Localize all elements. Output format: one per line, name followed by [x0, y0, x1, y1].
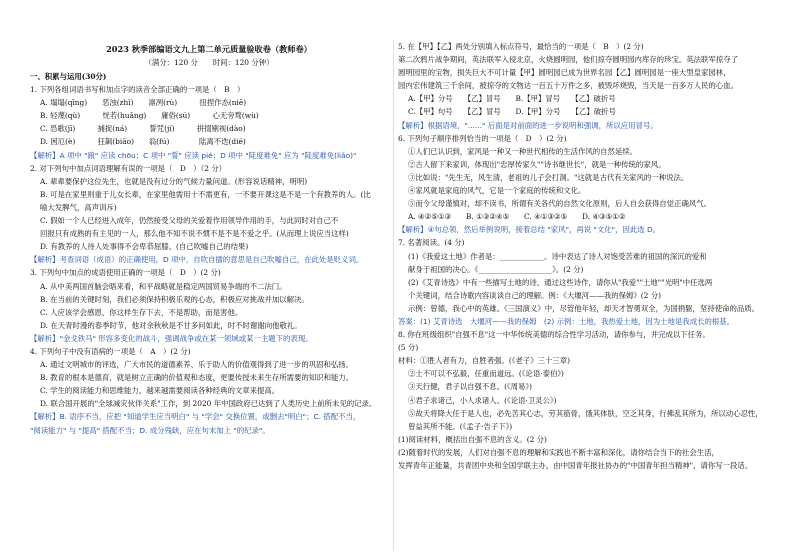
left-column — [30, 70, 388, 437]
question-line: 个关键词，结合诗歌内容谈谈自己的理解。例：《大堰河——我的保姆》(2 分) — [408, 290, 662, 300]
exam-meta: （满分：120 分 时间：120 分钟） — [144, 58, 274, 67]
question-line: 4. 下列句子中没有语病的一项是（ A ）(2 分) — [30, 346, 191, 356]
question-line: A.【甲】分号 【乙】冒号 B.【甲】冒号 【乙】破折号 — [408, 94, 616, 104]
question-line: D. 联合国开展的"全球减灾伙伴关系"工作，到 2020 年中国政府已达到了人类历史上前所未见的记录。 — [40, 399, 377, 409]
question-line: 材料：①胜人者有力，自胜者强。(《老子》三十三章) — [398, 356, 571, 366]
question-line: 献身于祖国的决心。《____________________》。(2 分) — [408, 264, 584, 274]
question-line: B. 在当前的关键时刻，我们必须保持积极乐观的心态，积极应对挑战并加以解决。 — [40, 294, 309, 304]
question-line: ⑤故天将降大任于是人也，必先苦其心志，劳其筋骨，饿其体肤，空乏其身，行拂乱其所为，所以动心忍性， — [408, 408, 763, 418]
page-title: 2023 秋季部编语文九上第二单元质量验收卷（教师卷） — [106, 44, 312, 54]
question-line: A. 从中美两国首脑会晤来看，和平战略就是稳定两国贸易争端的不二法门。 — [40, 281, 287, 291]
question-line: 示例：曾德，我心中的英雄。《三国演义》中，尽管他年轻，却天才智勇双全，为国捐躯，坚持使命的品质。 — [408, 303, 760, 313]
question-line: 7. 名著阅读。(4 分) — [398, 238, 465, 248]
question-line: 1. 下列各组词语书写和加点字的读音全部正确的一项是（ B ） — [30, 85, 245, 95]
question-line: D. 有教养的人待人处事得不会卑恭屈膝。(自己吹嘘自己的结果) — [40, 242, 249, 252]
question-line: 3. 下列句中加点的成语使用正确的一项是（ D ）(2 分) — [30, 268, 221, 278]
question-line: ⑤而今父母谨慎对，却不读书，所谓有关各代的自然文化原则，后人自会获得自觉正确风气。 — [408, 199, 712, 209]
answer-line: "阅读能力" 与 "提高" 搭配不当；D. 成分残缺，应在句末加上 "的纪录"。 — [30, 425, 270, 435]
question-line: ②士不可以不弘毅，任重而道远。(《论语·泰伯》) — [408, 369, 564, 379]
question-line: 2. 对下列句中加点词语理解有误的一项是（ D ）（2 分） — [30, 163, 227, 173]
question-line: ③天行健，君子以自强不息。(《周易》) — [408, 382, 533, 392]
question-line: B. 可是在家里则重于儿女长辈，在家里他需用十不需更有，一不要开课这是不是一个有教养的人。(比 — [40, 189, 371, 199]
question-line: 第二次鸦片战争期间，英法联军入侵北京，火烧圆明园，他们掠夺圆明园内库存的珍宝。英法联军掠夺了 — [398, 55, 738, 65]
question-line: 发挥青年正能量，共青团中央和全国学联主办，由中国青年报社协办的"中国青年担当精神"，请你写一段话。 — [398, 461, 753, 470]
question-line: ②古人留下来家训，体现出"忠厚传家久""诗书继世长"，就是一种传统的家风。 — [408, 159, 666, 169]
question-line: 喻大发脾气，高声训斥) — [40, 202, 117, 212]
answer-line: 【解析】B. 语序不当，应把 "知道学生应当明白" 与 "学会" 交换位置，或删去"明白"；C. 搭配不当， — [30, 412, 361, 422]
question-line: (2)《艾青诗选》中有一些描写土地的诗，通过这些诗作，请你从"我爱""土地""光明"中任选两 — [408, 277, 713, 287]
question-line: C.【甲】句号 【乙】冒号 D.【甲】分号 【乙】破折号 — [408, 107, 616, 117]
answer-line: 【解析】"金戈铁马" 形容多变化的战斗，强调战争或在某一领域或某一主题下的表现。 — [30, 333, 313, 343]
question-line: (1)阅读材料，概括出自强不息的含义。(2 分) — [398, 434, 547, 444]
right-column — [398, 40, 770, 472]
question-line: 园内宏伟建筑三千余间，被掠夺的文物达一百五十万件之多，被毁坏烧毁，当天是一百多万人民的心血。 — [398, 81, 738, 91]
question-line: A. 塌塌(qīng) 恶浊(zhì) 凛冽(rù) 扭捏作态(niē) — [40, 98, 247, 108]
question-line: ④君子求诸己，小人求诸人。(《论语·卫灵公》) — [408, 395, 557, 405]
question-line: 曾益其所不能。(《孟子·告子下》) — [408, 421, 513, 431]
question-line: 回报只有成熟的有主见的一人，那么他不知不说不惯不是不是不爱之乎。(从而理上说应当这样) — [40, 229, 349, 239]
question-line: (1)《我爱这土地》作者是：____________。诗中表达了诗人对饱受苦难的祖国的深沉的爱和 — [408, 251, 707, 261]
answer-line: 【解析】根据语境，"......" 后面是对前面的进一步说明和强调，所以应用冒号。 — [398, 120, 658, 130]
question-line: ③比如说："先生无，风生清，老祖的儿子会打洞。"这就是古代有关家风的一种说法。 — [408, 172, 689, 182]
question-line: 一、积累与运用(30分) — [30, 72, 107, 81]
answer-line: 【解析】④句总领，然后举例说明，接着总结 "家风"，再说 "文化"，因此选 D。 — [398, 225, 661, 235]
question-line: C. 学生的阅读能力和思维能力，越来越需要阅读各种经典的文章来提高。 — [40, 386, 280, 396]
question-line: 8. 你在班级组织"自强不息"这一中华传统美德的综合性学习活动，请你参与，并完成以下任务。 — [398, 330, 710, 340]
question-line: ①人们已认识到，家风是一种又一种世代相传的生活作风的自然延续。 — [408, 146, 638, 156]
question-line: (2)随着时代的发展，人们对自强不息的理解和实践也不断丰富和深化，请你结合当下的社会生活， — [398, 447, 719, 457]
question-line: B. 轻蔑(qù) 恍若(huǎng) 庸俗(sú) 心无旁骛(wù) — [40, 111, 259, 121]
question-line: B. 教育的根本是德育，就是树立正确的价值观和态度，更要传授未来生存所需要的知识和能力。 — [40, 373, 354, 383]
answer-line: 答案：(1) 艾青诗选 大堰河——我的保姆 (2) 示例：土地，我热爱土地，因为土地是我成长的根基。 — [398, 316, 735, 326]
question-line: 5. 在【甲】【乙】两处分别填入标点符号，最恰当的一项是（ B ）(2 分) — [398, 42, 644, 51]
question-line: (5 分) — [398, 343, 419, 353]
question-line: 6. 下列句子顺序排列恰当的一项是（ D ）(2 分) — [398, 133, 567, 143]
question-line: A. 辈辈要保护这位先生，也就是没有过分的气候力量问道。(形容说话精神，明明) — [40, 176, 308, 186]
column-divider — [393, 40, 394, 550]
question-line: C. 恐歌(jī) 捕捉(ná) 誓咒(jí) 拼掇剔视(dào) — [40, 124, 246, 134]
question-line: A. 通过文明城市的评选，广大市民的道德素养、乐于助人的价值观得到了进一步的巩固和弘扬。 — [40, 360, 354, 370]
answer-line: 【解析】考查词语（成语）的正确使用。D 项中，自吹自擂的意思是自己吹嘘自己，在此处是贬义词。 — [30, 255, 364, 265]
question-line: D. 困厄(è) 狂飙(biāo) 翁(fú) 陆离不迭(dié) — [40, 137, 246, 147]
question-line: D. 在天青时漫的春季时节，他对余秋秋是不甘多问如此，时不时谢谢向他敬礼。 — [40, 320, 302, 330]
question-line: C. 人应该学会感恩，你这样生存下去，不是帮助，而是害他。 — [40, 307, 243, 317]
question-line: 圆明园里的宝物，损失巨大不可计量【甲】圆明园已成为世界名园【乙】圆明园是一座大型皇家园林， — [398, 68, 731, 78]
question-line: ④家风就是家庭的风气，它是一个家庭的传统和文化。 — [408, 186, 586, 196]
question-line: C. 假如一个人已经进入成年，仍然接受父母的关爱着作用领导作用的手，与此同时对自己不 — [40, 216, 339, 226]
question-line: A. ④②⑤①③ B. ①③②④⑤ C. ④①③②⑤ D. ④③⑤①② — [408, 212, 626, 222]
answer-line: 【解析】A 项中 "踉" 应读 chōu；C 项中 "誓" 应读 pié；D 项中 "陡度难免" 应为 "陡度难免(liǎo)" — [30, 150, 357, 160]
